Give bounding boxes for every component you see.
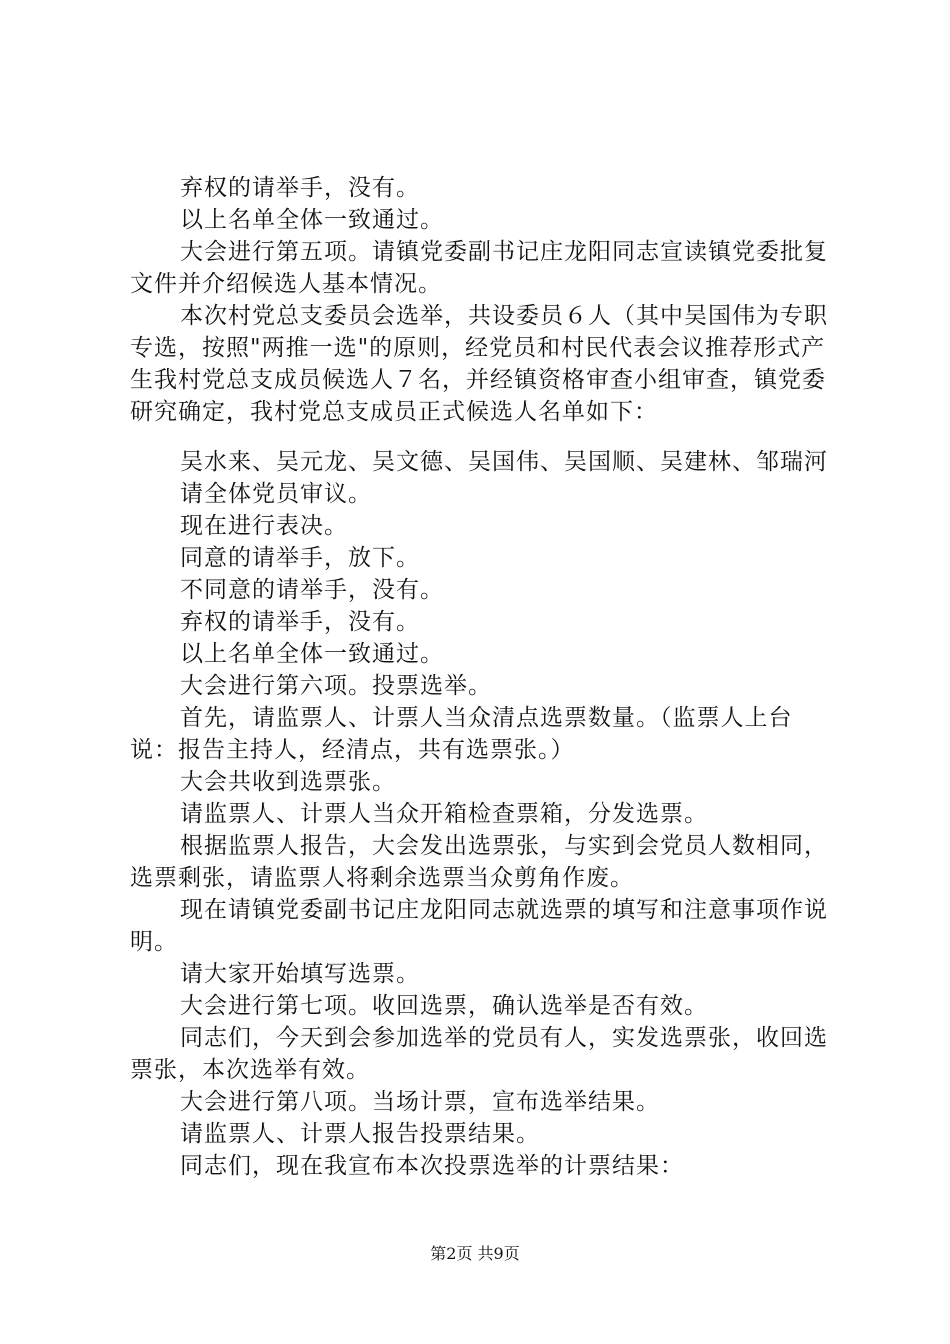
paragraph: 同意的请举手，放下。 (180, 545, 420, 571)
paragraph: 现在进行表决。 (180, 513, 348, 539)
page-number-footer: 第2页 共9页 (430, 1244, 520, 1263)
candidate-list: 吴水来、吴元龙、吴文德、吴国伟、吴国顺、吴建林、邹瑞河 (180, 449, 828, 475)
paragraph: 大会进行第七项。收回选票，确认选举是否有效。 (180, 993, 708, 1019)
paragraph: 同志们，现在我宣布本次投票选举的计票结果： (180, 1153, 684, 1179)
paragraph: 大会共收到选票张。 (180, 769, 396, 795)
paragraph: 首先，请监票人、计票人当众清点选票数量。（监票人上台说：报告主持人，经清点，共有选票张。） (130, 705, 793, 763)
paragraph: 弃权的请举手，没有。 (180, 609, 420, 635)
paragraph: 大会进行第五项。请镇党委副书记庄龙阳同志宣读镇党委批复文件并介绍候选人基本情况。 (130, 239, 828, 297)
paragraph: 请监票人、计票人报告投票结果。 (180, 1121, 540, 1147)
paragraph: 大会进行第六项。投票选举。 (180, 673, 492, 699)
paragraph: 以上名单全体一致通过。 (180, 207, 444, 233)
paragraph: 同志们，今天到会参加选举的党员有人，实发选票张，收回选票张，本次选举有效。 (130, 1025, 828, 1083)
document-body (130, 172, 830, 1182)
paragraph: 现在请镇党委副书记庄龙阳同志就选票的填写和注意事项作说明。 (130, 897, 828, 955)
paragraph: 以上名单全体一致通过。 (180, 641, 444, 667)
paragraph: 大会进行第八项。当场计票，宣布选举结果。 (180, 1089, 660, 1115)
paragraph: 弃权的请举手，没有。 (180, 175, 420, 201)
paragraph: 本次村党总支委员会选举，共设委员６人（其中吴国伟为专职专选，按照"两推一选"的原则，经党员和村民代表会议推荐形式产生我村党总支成员候选人７名，并经镇资格审查小组审查，镇党委研究确定，我村党总支成员正式候选人名单如下： (130, 303, 828, 425)
paragraph: 不同意的请举手，没有。 (180, 577, 444, 603)
paragraph: 请监票人、计票人当众开箱检查票箱，分发选票。 (180, 801, 708, 827)
paragraph: 请全体党员审议。 (180, 481, 372, 507)
paragraph: 请大家开始填写选票。 (180, 961, 420, 987)
paragraph: 根据监票人报告，大会发出选票张，与实到会党员人数相同，选票剩张，请监票人将剩余选票当众剪角作废。 (130, 833, 828, 891)
